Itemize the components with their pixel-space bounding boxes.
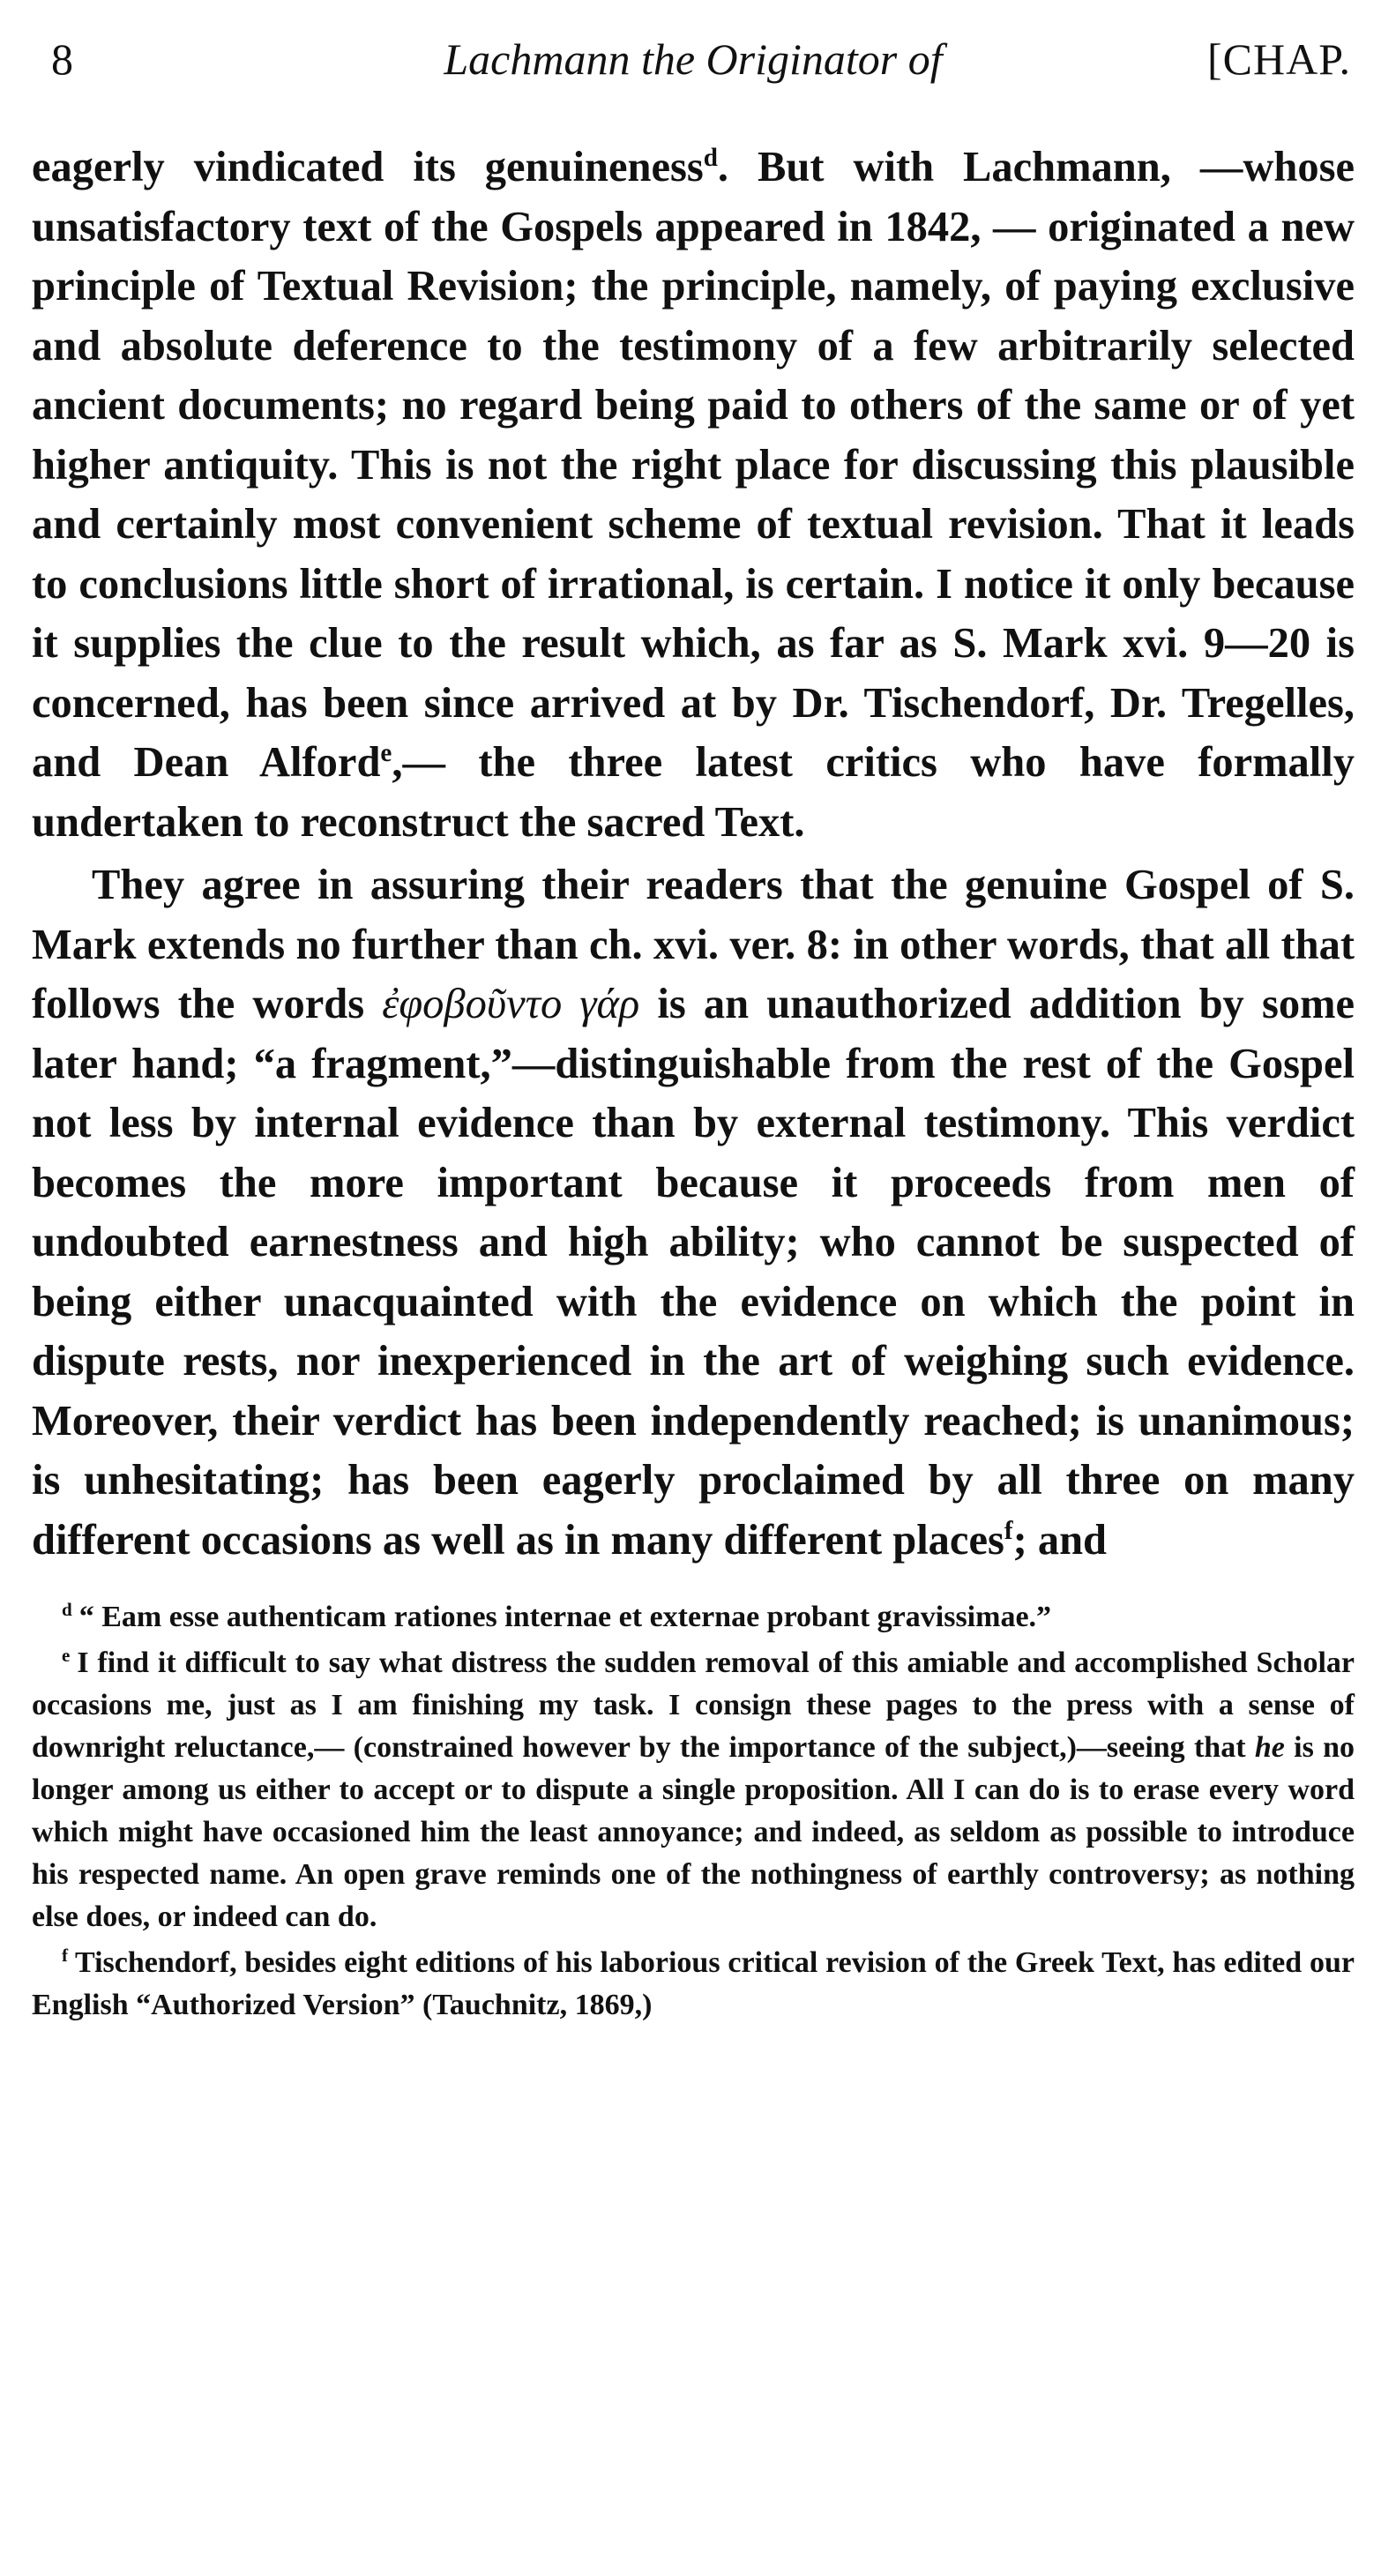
footnote-e-emphasis: he bbox=[1254, 1731, 1285, 1764]
book-page bbox=[32, 34, 1355, 2027]
footnote-d bbox=[32, 1596, 1355, 1639]
main-text bbox=[32, 138, 1355, 1570]
footnotes bbox=[32, 1596, 1355, 2027]
footnote-d-text: “ Eam esse authenticam rationes internae et externae probant gravissimae.” bbox=[78, 1601, 1052, 1633]
footnote-e-text-a: I find it difficult to say what distress the sudden removal of this amiable and accomplished Scholar occasions me, just as I am finishing my task. I consign these pages to the press with a sense of downright reluctance,— (constrained however by the importance of the subject,)—seeing that bbox=[32, 1646, 1355, 1764]
footnote-d-marker: d bbox=[62, 1598, 72, 1620]
footnote-ref-d: d bbox=[703, 143, 718, 172]
footnote-ref-f: f bbox=[1004, 1516, 1013, 1545]
footnote-f bbox=[32, 1942, 1355, 2027]
paragraph-2 bbox=[32, 855, 1355, 1570]
paragraph-1-part-c: ,— the three latest critics who have formally undertaken to reconstruct the sacred Text. bbox=[32, 739, 1355, 846]
greek-phrase: ἐφοβοῦντο γάρ bbox=[382, 981, 640, 1027]
footnote-e bbox=[32, 1642, 1355, 1938]
page-number: 8 bbox=[51, 34, 73, 84]
footnote-e-marker: e bbox=[62, 1644, 71, 1666]
page-header bbox=[32, 34, 1355, 93]
footnote-f-text: Tischendorf, besides eight editions of his laborious critical revision of the Greek Text, has edited our English “Authorized Version” (Tauchnitz, 1869,) bbox=[32, 1946, 1355, 2021]
paragraph-1-part-b: . But with Lachmann, —whose unsatisfactory text of the Gospels appeared in 1842, — originated a new principle of Textual Revision; the principle, namely, of paying exclusive and absolute deference to the testimony of a few arbitrarily selected ancient documents; no regard being paid to others of the same or of yet higher antiquity. This is not the right place for discussing this plausible and certainly most convenient scheme of textual revision. That it leads to conclusions little short of irrational, is certain. I notice it only because it supplies the clue to the result which, as far as S. Mark xvi. 9—20 is concerned, has been since arrived at by Dr. Tischendorf, Dr. Tregelles, and Dean Alford bbox=[32, 144, 1355, 786]
paragraph-2-part-b: is an unauthorized addition by some later hand; “a fragment,”—distinguishable from the rest of the Gospel not less by internal evidence than by external testimony. This verdict becomes the more important because it proceeds from men of undoubted earnestness and high ability; who cannot be suspected of being either unacquainted with the evidence on which the point in dispute rests, nor inexperienced in the art of weighing such evidence. Moreover, their verdict has been independently reached; is unanimous; is unhesitating; has been eagerly proclaimed by all three on many different occasions as well as in many different places bbox=[32, 981, 1355, 1564]
chapter-label: [CHAP. bbox=[1207, 34, 1351, 84]
paragraph-1-part-a: eagerly vindicated its genuineness bbox=[32, 144, 704, 190]
paragraph-2-part-c: ; and bbox=[1012, 1516, 1108, 1564]
footnote-f-marker: f bbox=[62, 1944, 69, 1966]
footnote-e-text-b: is no longer among us either to accept or to dispute a single proposition. All I can do is to erase every word which might have occasioned him the least annoyance; and indeed, as seldom as possible to introduce his respected name. An open grave reminds one of the nothingness of earthly controversy; as nothing else does, or indeed can do. bbox=[32, 1731, 1355, 1933]
paragraph-1 bbox=[32, 138, 1355, 852]
footnote-ref-e: e bbox=[380, 738, 392, 767]
paragraph-2-part-a: They agree in assuring their readers that the genuine Gospel of S. Mark extends no further than ch. xvi. ver. 8: in other words, that all that follows the words bbox=[32, 862, 1355, 1027]
running-title: Lachmann the Originator of bbox=[444, 34, 943, 84]
